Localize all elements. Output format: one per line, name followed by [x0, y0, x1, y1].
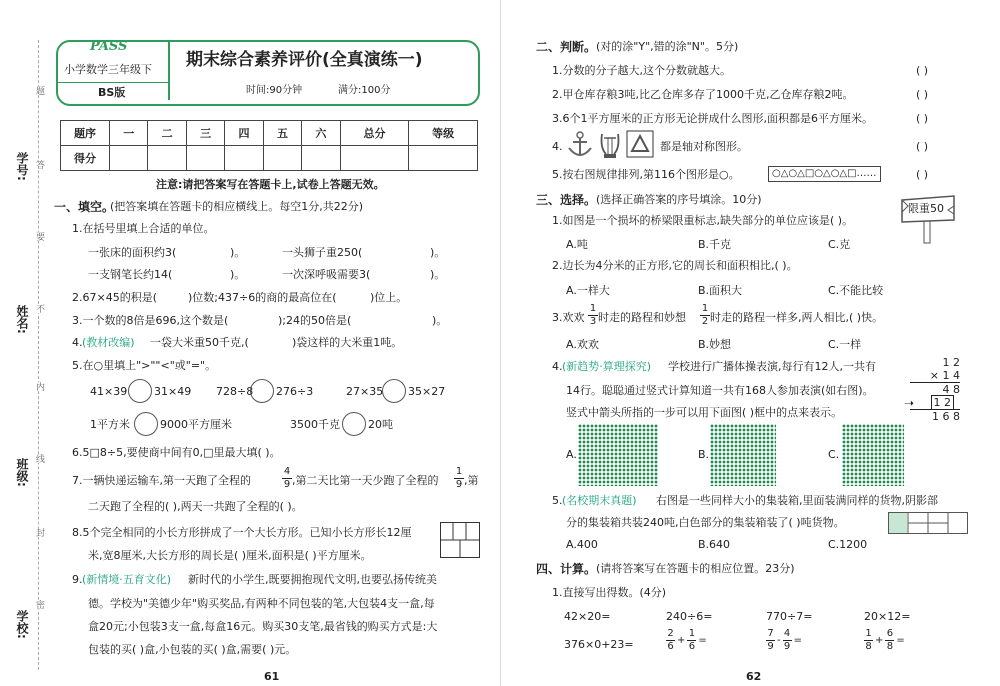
score-header: 五	[263, 121, 301, 146]
answer-bracket[interactable]: ( )	[916, 168, 929, 181]
fraction-expr: 2 6 + $\frac{1}{6}$ =	[667, 628, 707, 652]
q5-expr: 728÷8	[216, 385, 254, 398]
dot-grid-b	[710, 424, 776, 486]
q1-d: 一次深呼吸需要3(	[282, 268, 371, 281]
q8-line1: 8.5个完全相同的小长方形拼成了一个大长方形。已知小长方形长12厘	[72, 526, 412, 539]
score-header: 二	[148, 121, 186, 146]
lyre-icon	[598, 130, 622, 160]
q6-text: 6.5□8÷5,要使商中间有0,□里最大填( )。	[72, 446, 281, 459]
q9-line3: 盒20元;小包装3支一盒,每盒16元。购买30支笔,最省钱的购买方式是:大	[88, 620, 438, 633]
fraction: 1 2	[701, 303, 709, 327]
choice-q5-tag: (名校期末真题)	[562, 494, 637, 507]
choice-q4-line2: 14行。聪聪通过竖式计算知道一共有168人参加表演(如右图)。	[566, 384, 874, 397]
compare-circle[interactable]	[382, 379, 406, 403]
seal-char: 封	[34, 528, 44, 537]
judge-item: 5.按右图规律排列,第116个图形是○。	[552, 168, 740, 181]
q1-text: 1.在括号里填上合适的单位。	[72, 222, 215, 235]
score-header: 六	[302, 121, 340, 146]
option[interactable]: B.640	[698, 538, 731, 551]
q5-expr: 20吨	[368, 418, 393, 431]
q4-a: 一袋大米重50千克,(	[150, 336, 249, 349]
seal-char: 内	[34, 382, 44, 391]
name-label: 姓名:	[15, 305, 29, 334]
calc-item: 42×20=	[564, 610, 611, 623]
rectangle-figure	[440, 522, 480, 558]
notice: 注意:请把答案写在答题卡上,试卷上答题无效。	[156, 178, 385, 191]
fraction: 1 9	[455, 466, 463, 490]
option[interactable]: C.一样	[828, 338, 862, 351]
sec4-title: 四、计算。	[536, 562, 597, 576]
score-table	[60, 120, 478, 171]
full-score: 满分:100分	[338, 85, 391, 96]
q5-expr: 3500千克	[290, 418, 340, 431]
score-cell[interactable]	[409, 146, 478, 171]
score-cell[interactable]	[225, 146, 263, 171]
anchor-icon	[566, 130, 594, 160]
q7-line2: 二天跑了全程的( ),两天一共跑了全程的( )。	[88, 500, 303, 513]
choice-q5-line1: 右图是一些同样大小的集装箱,里面装满同样的货物,阴影部	[656, 494, 938, 507]
option[interactable]: B.	[698, 448, 710, 461]
choice-q4-line3: 竖式中箭头所指的一步可以用下面图( )框中的点来表示。	[566, 406, 843, 419]
header-divider-left	[58, 82, 168, 83]
choice-q1: 1.如图是一个损坏的桥梁限重标志,缺失部分的单位应该是( )。	[552, 214, 854, 227]
q5-expr: 41×39	[90, 385, 128, 398]
q4-b: )袋这样的大米重1吨。	[292, 336, 403, 349]
option[interactable]: C.不能比较	[828, 284, 884, 297]
q5-expr: 1平方米	[90, 418, 130, 431]
judge-item: 1.分数的分子越大,这个分数就越大。	[552, 64, 731, 77]
q1-a: 一张床的面积约3(	[88, 246, 177, 259]
q9-line1: 新时代的小学生,既要拥抱现代文明,也要弘扬传统美	[188, 573, 437, 586]
q9-num: 9.	[72, 573, 83, 586]
q3-a: 3.一个数的8倍是696,这个数是(	[72, 314, 229, 327]
choice-q2: 2.边长为4分米的正方形,它的周长和面积相比,( )。	[552, 259, 798, 272]
sec3-hint: (选择正确答案的序号填涂。10分)	[596, 193, 762, 206]
option[interactable]: A.吨	[566, 238, 588, 251]
option[interactable]: B.面积大	[698, 284, 743, 297]
seal-char: 不	[34, 304, 44, 313]
score-header: 四	[225, 121, 263, 146]
answer-bracket[interactable]: ( )	[916, 112, 929, 125]
option[interactable]: C.	[828, 448, 840, 461]
dot-grid-c	[842, 424, 904, 486]
page-title: 期末综合素养评价(全真演练一)	[186, 50, 423, 70]
q7-b: ,第二天比第一天少跑了全程的	[292, 474, 439, 487]
option[interactable]: C.1200	[828, 538, 868, 551]
q7-c: ,第	[464, 474, 479, 487]
choice-q4-tag: (新趋势·算理探究)	[562, 360, 652, 373]
edition-label: BS版	[98, 86, 126, 99]
header-divider	[168, 42, 170, 100]
q5-expr: 35×27	[408, 385, 446, 398]
option[interactable]: A.欢欢	[566, 338, 599, 351]
choice-q4-num: 4.	[552, 360, 563, 373]
score-header: 三	[186, 121, 224, 146]
q1-b: 一头狮子重250(	[282, 246, 363, 259]
dot-grid-a	[578, 424, 658, 486]
sign-text: 限重50	[908, 202, 944, 215]
calc-item: 20×12=	[864, 610, 911, 623]
q1-b-close: )。	[430, 246, 446, 259]
q8-line2: 米,宽8厘米,大长方形的周长是( )厘米,面积是( )平方厘米。	[88, 549, 372, 562]
score-cell[interactable]	[148, 146, 186, 171]
choice-q4-line1: 学校进行广播体操表演,每行有12人,一共有	[668, 360, 876, 373]
choice-q3-b: 时走的路程和妙想	[598, 311, 686, 324]
sec4-hint: (请将答案写在答题卡的相应位置。23分)	[596, 562, 795, 575]
score-header: 题序	[61, 121, 110, 146]
option[interactable]: B.妙想	[698, 338, 732, 351]
judge-item: 3.6个1平方厘米的正方形无论拼成什么图形,面积都是6平方厘米。	[552, 112, 873, 125]
vertical-calc: 1 2 × 1 4 4 8 1 2 1 6 8	[910, 356, 960, 423]
option[interactable]: C.克	[828, 238, 851, 251]
compare-circle[interactable]	[134, 412, 158, 436]
q5-expr: 27×35	[346, 385, 384, 398]
choice-q5-line2: 分的集装箱共装240吨,白色部分的集装箱装了( )吨货物。	[566, 516, 845, 529]
seal-char: 线	[34, 454, 44, 463]
sec3-title: 三、选择。	[536, 193, 597, 207]
calc-item: 240÷6=	[666, 610, 713, 623]
q4-num: 4.	[72, 336, 83, 349]
q9-line4: 包装的买( )盒,小包装的买( )盒,需要( )元。	[88, 643, 297, 656]
q2-a: 2.67×45的积是(	[72, 291, 157, 304]
page-number-right: 62	[746, 670, 762, 683]
recycle-icon	[626, 130, 654, 158]
choice-q5-num: 5.	[552, 494, 563, 507]
compare-circle[interactable]	[128, 379, 152, 403]
answer-bracket[interactable]: ( )	[916, 140, 929, 153]
binding-dashed-line	[38, 40, 39, 670]
score-header: 一	[110, 121, 148, 146]
fraction: 1 3	[589, 303, 597, 327]
q9-line2: 德。学校为"美德少年"购买奖品,有两种不同包装的笔,大包装4支一盒,每	[88, 597, 435, 610]
seal-char: 答	[34, 160, 44, 169]
calc-item: 770÷7=	[766, 610, 813, 623]
calc-item: 376×0+23=	[564, 638, 634, 651]
compare-circle[interactable]	[342, 412, 366, 436]
answer-bracket[interactable]: ( )	[916, 88, 929, 101]
seal-char: 密	[34, 600, 44, 609]
calc-q1: 1.直接写出得数。(4分)	[552, 586, 667, 599]
fraction: 4 9	[283, 466, 291, 490]
q7-a: 7.一辆快递运输车,第一天跑了全程的	[72, 474, 251, 487]
sec2-hint: (对的涂"Y",错的涂"N"。5分)	[596, 40, 739, 53]
option[interactable]: A.400	[566, 538, 598, 551]
q1-c-close: )。	[230, 268, 246, 281]
score-cell[interactable]	[110, 146, 148, 171]
choice-q3-a: 3.欢欢	[552, 311, 585, 324]
score-cell[interactable]	[186, 146, 224, 171]
compare-circle[interactable]	[250, 379, 274, 403]
judge-item: 都是轴对称图形。	[660, 140, 748, 153]
score-header: 等级	[409, 121, 478, 146]
score-header: 总分	[340, 121, 409, 146]
q5-text: 5.在○里填上">""<"或"="。	[72, 359, 217, 372]
score-cell[interactable]	[263, 146, 301, 171]
sec1-title: 一、填空。	[54, 200, 115, 214]
judge-item: 2.甲仓库存粮3吨,比乙仓库多存了1000千克,乙仓库存粮2吨。	[552, 88, 854, 101]
q1-d-close: )。	[430, 268, 446, 281]
student-id-label: 学号:	[15, 152, 29, 181]
page-number-left: 61	[264, 670, 280, 683]
q5-expr: 276÷3	[276, 385, 314, 398]
q1-a-close: )。	[230, 246, 246, 259]
q3-c: )。	[432, 314, 448, 327]
choice-q3-c: 时走的路程一样多,两人相比,( )快。	[710, 311, 884, 324]
q9-tag: (新情境·五育文化)	[82, 573, 172, 586]
score-cell[interactable]	[302, 146, 340, 171]
q2-c: )位上。	[370, 291, 408, 304]
score-cell[interactable]	[340, 146, 409, 171]
logo: PASS	[90, 39, 128, 54]
option[interactable]: A.	[566, 448, 577, 461]
pattern-box: ○△○△□○△○△□……	[768, 166, 881, 182]
sec2-title: 二、判断。	[536, 40, 597, 54]
q4-tag: (教材改编)	[82, 336, 135, 349]
class-label: 班级:	[15, 458, 29, 487]
q1-c: 一支钢笔长约14(	[88, 268, 173, 281]
option[interactable]: B.千克	[698, 238, 732, 251]
q5-expr: 9000平方厘米	[160, 418, 232, 431]
judge-q4-num: 4.	[552, 140, 563, 153]
seal-char: 题	[34, 86, 44, 95]
exam-time: 时间:90分钟	[246, 85, 303, 96]
q3-b: );24的50倍是(	[278, 314, 352, 327]
fraction-expr: 7 9 - $\frac{4}{9}$ =	[767, 628, 802, 652]
q5-expr: 31×49	[154, 385, 192, 398]
page-divider	[500, 0, 501, 686]
school-label: 学校:	[15, 610, 29, 639]
grade-label: 小学数学三年级下	[64, 63, 152, 76]
containers-figure	[888, 512, 968, 534]
fraction-expr: 1 8 + $\frac{6}{8}$ =	[865, 628, 905, 652]
option[interactable]: A.一样大	[566, 284, 610, 297]
q2-b: )位数;437÷6的商的最高位在(	[188, 291, 337, 304]
answer-bracket[interactable]: ( )	[916, 64, 929, 77]
sec1-hint: (把答案填在答题卡的相应横线上。每空1分,共22分)	[110, 200, 364, 213]
seal-char: 要	[34, 232, 44, 241]
score-row-label: 得分	[61, 146, 110, 171]
arrow-icon: ➝	[904, 396, 915, 410]
